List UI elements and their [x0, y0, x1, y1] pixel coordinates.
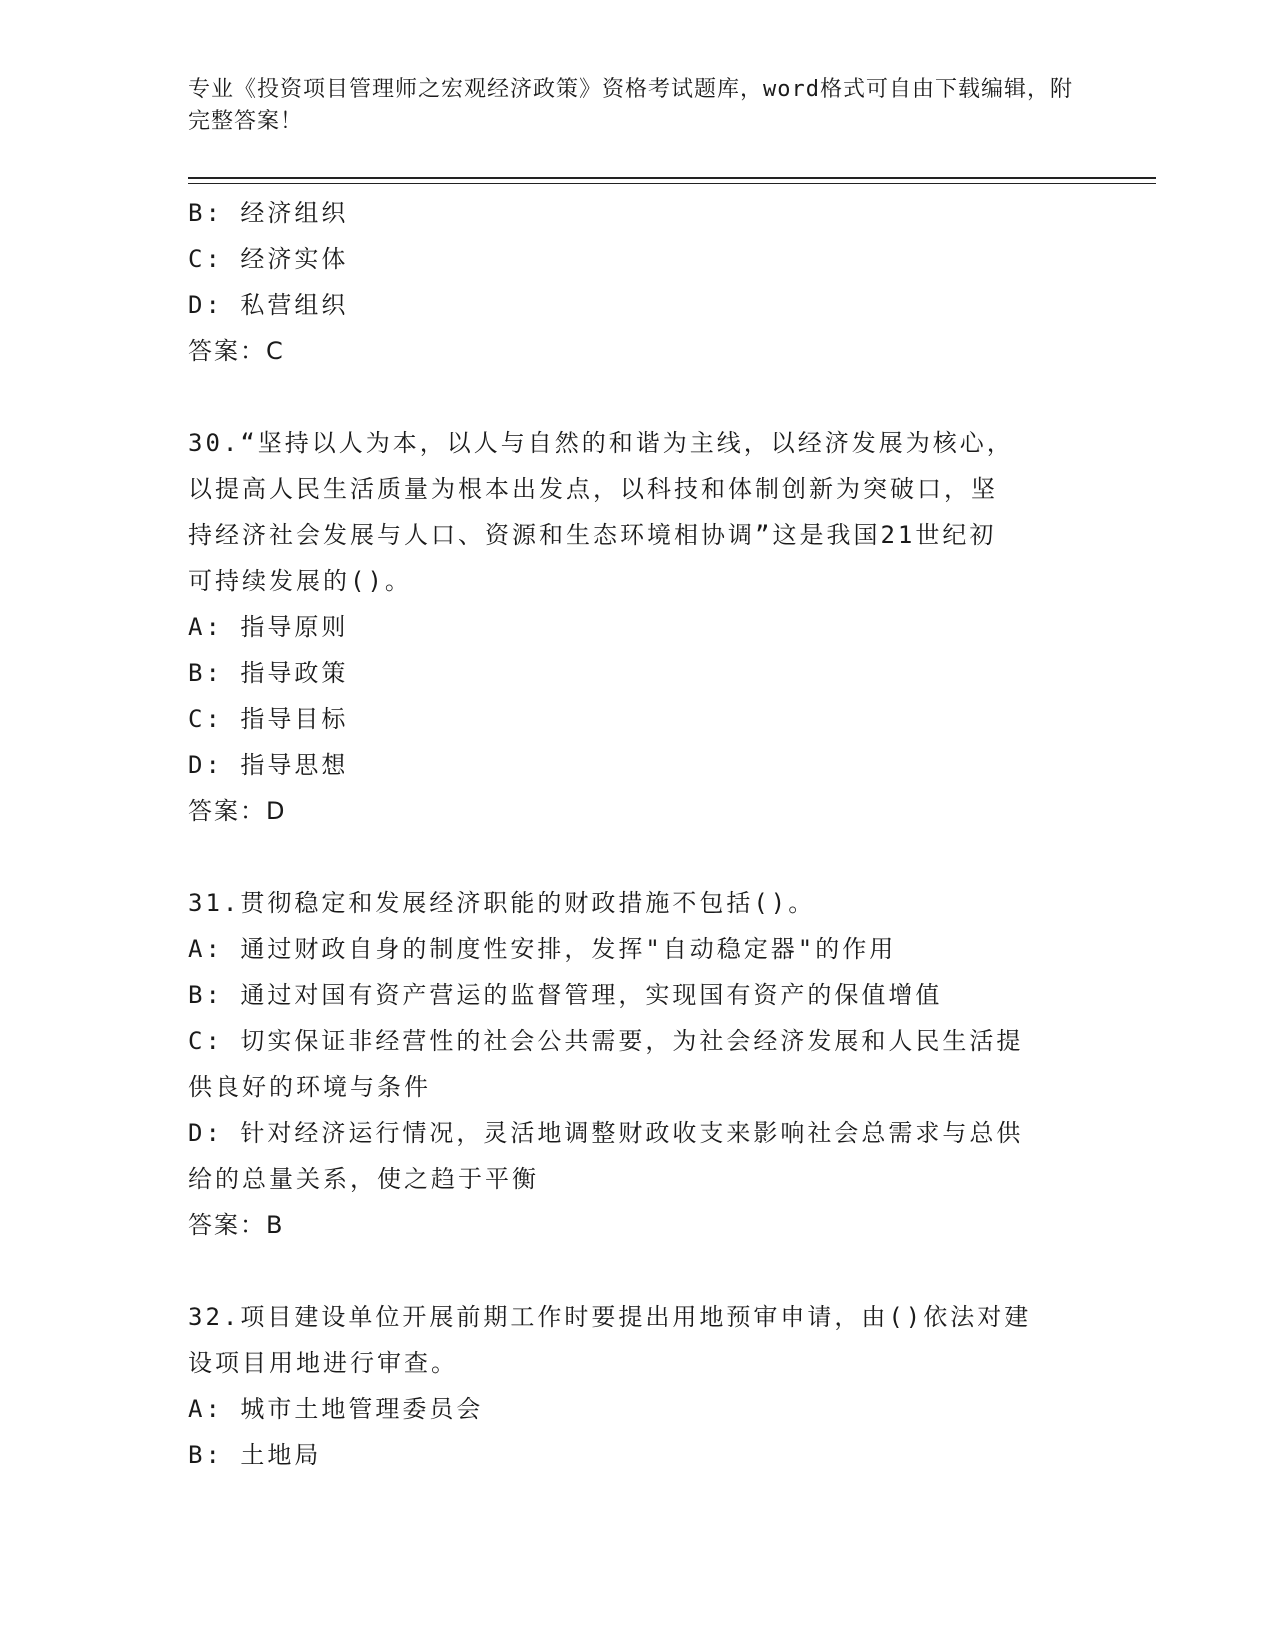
question-30 — [188, 420, 1078, 834]
option-c: C: 指导目标 — [188, 705, 349, 733]
question-31 — [188, 880, 1078, 1248]
option-d: D: 私营组织 — [188, 291, 349, 319]
option-d-continued: 给的总量关系，使之趋于平衡 — [188, 1165, 539, 1193]
option-c: C: 切实保证非经营性的社会公共需要，为社会经济发展和人民生活提 — [188, 1027, 1024, 1055]
document-header: 专业《投资项目管理师之宏观经济政策》资格考试题库，word格式可自由下载编辑，附完整答案！ — [188, 77, 1073, 134]
question-stem-line: 32.项目建设单位开展前期工作时要提出用地预审申请，由()依法对建 — [188, 1303, 1032, 1331]
question-stem-line: 可持续发展的()。 — [188, 567, 412, 595]
option-b: B: 指导政策 — [188, 659, 349, 687]
question-stem-line: 31.贯彻稳定和发展经济职能的财政措施不包括()。 — [188, 889, 816, 917]
option-a: A: 城市土地管理委员会 — [188, 1395, 484, 1423]
header-divider-thin — [188, 183, 1156, 184]
question-stem-line: 以提高人民生活质量为根本出发点，以科技和体制创新为突破口，坚 — [188, 475, 998, 503]
question-stem-line: 设项目用地进行审查。 — [188, 1349, 458, 1377]
option-a: A: 指导原则 — [188, 613, 349, 641]
option-b: B: 通过对国有资产营运的监督管理，实现国有资产的保值增值 — [188, 981, 943, 1009]
question-stem-line: 持经济社会发展与人口、资源和生态环境相协调”这是我国21世纪初 — [188, 521, 997, 549]
header-divider — [188, 177, 1156, 179]
question-content — [188, 190, 1078, 1478]
option-c: C: 经济实体 — [188, 245, 349, 273]
answer-line: 答案：C — [188, 337, 285, 365]
option-d: D: 针对经济运行情况，灵活地调整财政收支来影响社会总需求与总供 — [188, 1119, 1024, 1147]
question-29-tail — [188, 190, 1078, 374]
option-b: B: 经济组织 — [188, 199, 349, 227]
option-c-continued: 供良好的环境与条件 — [188, 1073, 431, 1101]
option-a: A: 通过财政自身的制度性安排，发挥"自动稳定器"的作用 — [188, 935, 897, 963]
option-d: D: 指导思想 — [188, 751, 349, 779]
option-b: B: 土地局 — [188, 1441, 322, 1469]
answer-line: 答案：D — [188, 797, 287, 825]
question-32 — [188, 1294, 1078, 1478]
question-stem-line: 30.“坚持以人为本，以人与自然的和谐为主线，以经济发展为核心， — [188, 429, 1014, 457]
answer-line: 答案：B — [188, 1211, 285, 1239]
